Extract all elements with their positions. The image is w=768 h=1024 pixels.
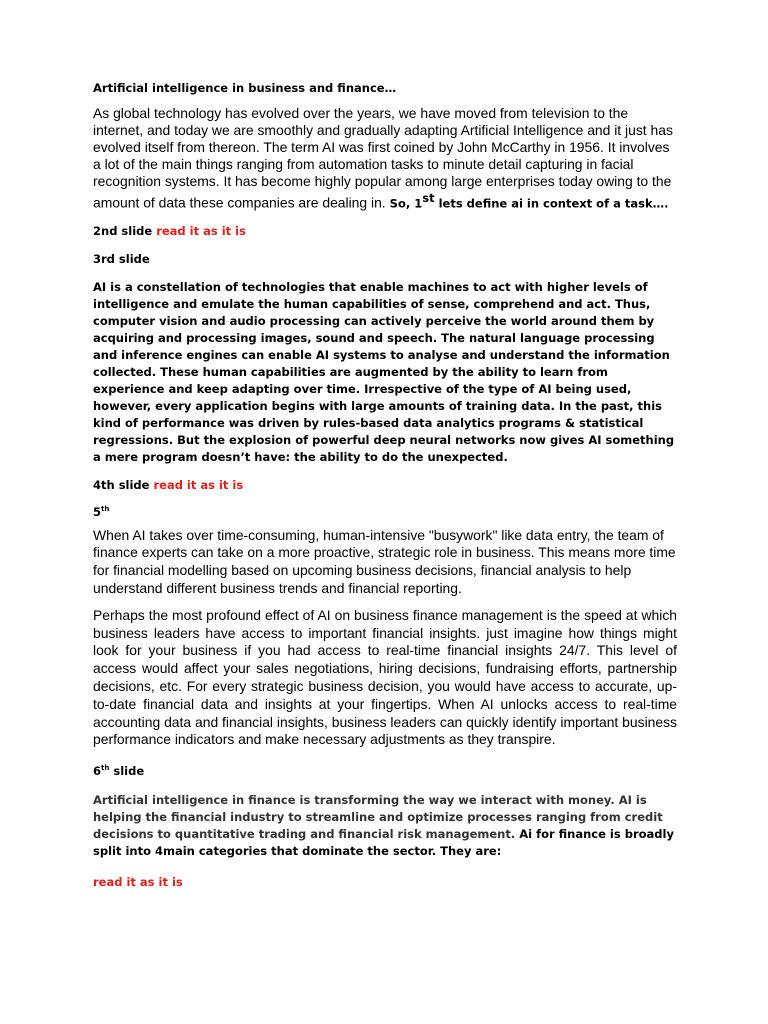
document-title: Artificial intelligence in business and finance…	[93, 81, 397, 95]
intro-bold-sup: st	[422, 191, 435, 205]
slide-2-note: read it as it is	[156, 223, 246, 238]
slide-6-note: read it as it is	[93, 875, 183, 890]
slide-5-label: 5	[93, 504, 102, 519]
intro-bold-prefix: So, 1	[385, 196, 423, 211]
slide-6-paragraph	[93, 792, 677, 860]
slide-2-label: 2nd slide	[93, 223, 157, 238]
slide-5-paragraph-1: When AI takes over time-consuming, human-intensive "busywork" like data entry, the team of finance experts can take on a more proactive, strategic role in business. This means more time for financial modelling based on upcoming business decisions, financial analysis to help understand different business trends and financial reporting.	[93, 526, 676, 597]
slide-6-label-suffix: slide	[109, 764, 145, 779]
slide-5-paragraph-2: Perhaps the most profound effect of AI on business finance management is the speed at which business leaders have access to important financial insights. just imagine how things might look for your business if you had access to real-time financial insights 24/7. This level of access would affect your sales negotiations, hiring decisions, fundraising efforts, partnership decisions, etc. For every strategic business decision, you would have access to accurate, up-to-date financial data and insights at your fingertips. When AI unlocks access to real-time accounting data and financial insights, business leaders can quickly identify important business performance indicators and make necessary adjustments as they transpire.	[93, 606, 677, 748]
intro-bold-suffix: lets define ai in context of a task….	[434, 196, 669, 211]
slide-5-sup: th	[101, 504, 110, 513]
slide-6-heading	[93, 763, 677, 780]
intro-text: As global technology has evolved over the years, we have moved from television to the internet, and today we are smoothly and gradually adapting Artificial Intelligence and it just has evolved itself from thereon. The term AI was first coined by John McCarthy in 1956. It involves a lot of the main things ranging from automation tasks to minute detail capturing in facial recognition systems. It has become highly popular among large enterprises today owing to the amount of data these companies are dealing in.	[93, 105, 673, 211]
slide-4-note: read it as it is	[153, 477, 244, 492]
slide-6-sup: th	[101, 764, 110, 773]
slide-6-label: 6	[93, 764, 102, 779]
slide-2-heading	[93, 223, 677, 240]
intro-paragraph	[93, 105, 677, 213]
slide-6-text-dark: Artificial intelligence in finance is transforming the way we interact with money. AI is helping the financial industry to streamline and optimize processes ranging from credit decisions to quantitative trading and financial risk management.	[93, 793, 663, 842]
slide-3-heading: 3rd slide	[93, 251, 150, 266]
slide-4-label: 4th slide	[93, 477, 154, 492]
slide-4-heading	[93, 477, 677, 494]
slide-6-text-black: Ai for finance is broadly split into 4main categories that dominate the sector. They are:	[93, 827, 674, 859]
document-page	[93, 80, 677, 891]
slide-5-heading	[93, 504, 677, 521]
slide-3-paragraph: AI is a constellation of technologies that enable machines to act with higher levels of intelligence and emulate the human capabilities of sense, comprehend and act. Thus, computer vision and audio processing can actively perceive the world around them by acquiring and processing images, sound and speech. The natural language processing and inference engines can enable AI systems to analyse and understand the information collected. These human capabilities are augmented by the ability to learn from experience and keep adapting over time. Irrespective of the type of AI being used, however, every application begins with large amounts of training data. In the past, this kind of performance was driven by rules-based data analytics programs & statistical regressions. But the explosion of powerful deep neural networks now gives AI something a mere program doesn’t have: the ability to do the unexpected.	[93, 279, 675, 464]
